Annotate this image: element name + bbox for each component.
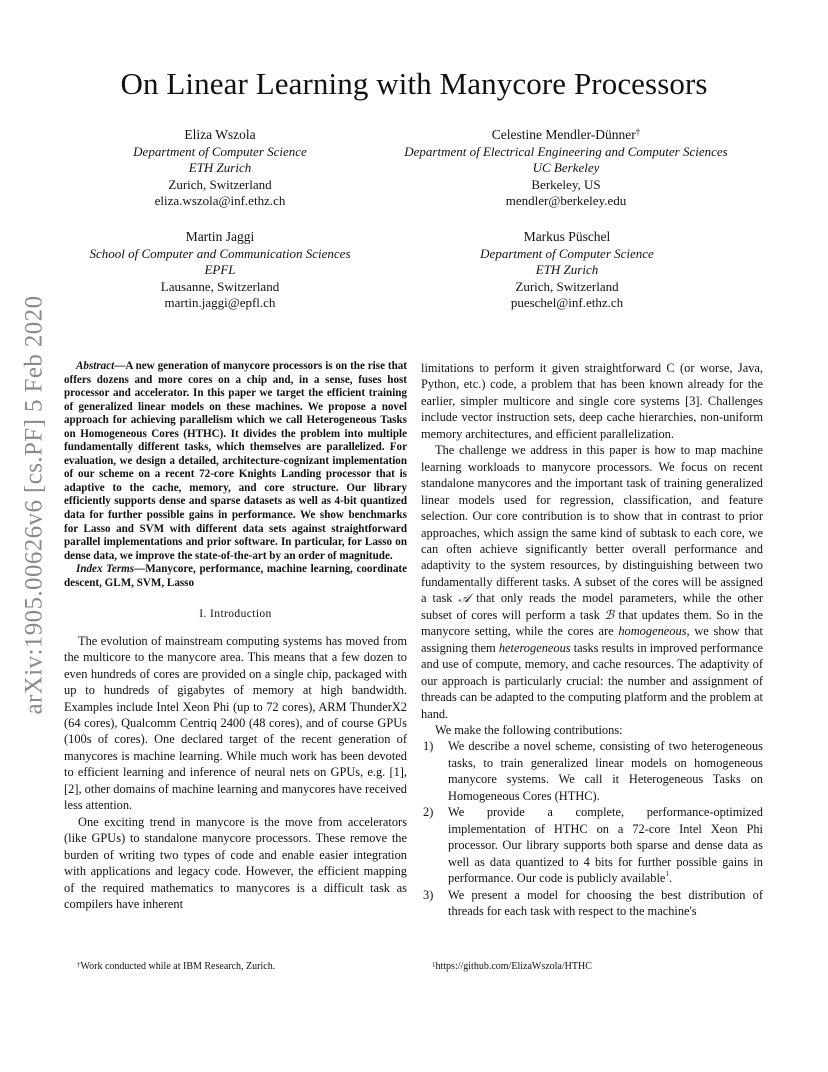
contributions-intro: We make the following contributions:: [435, 722, 623, 737]
section-heading: [64, 606, 407, 622]
author-name: Martin Jaggi: [185, 229, 255, 244]
left-column: [64, 360, 407, 912]
body-paragraph: One exciting trend in manycore is the move from accelerators (like GPUs) to standalone manycore processors. These remove the burden of writing two types of code and enable easier integration with applications and legacy code. However, the efficient mapping of the required mathematics to manycores is a difficult task as compilers have inherent: [64, 814, 407, 911]
arxiv-sidebar-stamp: [12, 295, 56, 715]
list-item-text: We present a model for choosing the best distribution of threads for each task with respect to the machine's: [448, 887, 763, 918]
footnote-left: [77, 961, 275, 973]
body-paragraph-continued: limitations to perform it given straightforward C (or worse, Java, Python, etc.) code, a problem that has been known already for the earlier, simpler multicore and single core systems [3]. Challenges include vector instruction sets, deep cache hierarchies, non-uniform memory architectures, and efficient parallelization.: [421, 361, 763, 441]
index-terms-label: Index Terms: [76, 563, 135, 576]
author-institution: ETH Zurich: [188, 160, 252, 176]
index-terms-paragraph: [64, 563, 407, 590]
abstract-paragraph: [64, 360, 407, 563]
author-name: Celestine Mendler-Dünner†: [491, 127, 641, 142]
list-item: 2) We provide a complete, performance-optimized implementation of HTHC on a 72-core Intel Xeon Phi processor. Our library supports both sparse and dense data as well as data quantized to 4 bits for further possible gains in performance. Our code is publicly available$^1$.: [423, 805, 763, 886]
list-item-number: 2): [423, 805, 434, 820]
footnote-link[interactable]: https://github.com/ElizaWszola/HTHC: [435, 961, 592, 972]
body-paragraph: The evolution of mainstream computing systems has moved from the multicore to the manycore area. This means that a few dozen to even hundreds of cores are provided on a single chip, packaged with up to hundreds of gigabytes of memory at high bandwidth. Examples include Intel Xeon Phi (up to 72 cores), ARM ThunderX2 (64 cores), Qualcomm Centriq 2400 (48 cores), and of course GPUs (100s of cores). One declared target of the recent generation of manycores is machine learning. While much work has been devoted to efficient learning and inference of neural nets on GPUs, e.g. [1], [2], other domains of machine learning and manycores have received less attention.: [64, 633, 407, 813]
author-block-2: [366, 127, 766, 210]
list-item-text: We provide a complete, performance-optimized implementation of HTHC on a 72-core Intel Xeon Phi processor. Our library supports both sparse and dense data as well as data quantized to 4 bits for further possible gains in performance. Our code is publicly available: [448, 805, 763, 886]
author-block-3: [75, 229, 365, 312]
list-item-number: 3): [423, 887, 434, 902]
author-block-4: [412, 229, 722, 312]
footnote-mark: 1: [432, 961, 436, 969]
author-institution: EPFL: [204, 262, 236, 278]
author-name: Eliza Wszola: [184, 127, 256, 142]
arxiv-identifier: arXiv:1905.00626v6 [cs.PF] 5 Feb 2020: [20, 295, 48, 715]
author-institution: UC Berkeley: [532, 160, 600, 176]
list-item-text: We describe a novel scheme, consisting of two heterogeneous tasks, to train generalized linear models on homogeneous manycore systems. We call it Heterogeneous Tasks on Homogeneous Cores (HTHC).: [448, 739, 763, 803]
list-item-number: 1): [423, 739, 434, 754]
author-email[interactable]: eliza.wszola@inf.ethz.ch: [154, 193, 286, 209]
paper-title: On Linear Learning with Manycore Processors: [120, 66, 708, 101]
author-name: Markus Püschel: [523, 229, 611, 244]
author-location: Berkeley, US: [531, 176, 601, 192]
author-department: Department of Computer Science: [480, 245, 654, 261]
author-institution: ETH Zurich: [535, 262, 599, 278]
index-terms-text: —Manycore, performance, machine learning, coordinate descent, GLM, SVM, Lasso: [64, 563, 407, 589]
task-b-symbol: ℬ: [604, 607, 615, 622]
footnote-right: [432, 961, 592, 973]
author-location: Zurich, Switzerland: [168, 176, 272, 192]
author-email[interactable]: martin.jaggi@epfl.ch: [164, 295, 276, 311]
author-block-1: [75, 127, 365, 210]
abstract: [64, 360, 407, 590]
emphasis-heterogeneous: heterogeneous: [498, 640, 571, 655]
task-a-symbol: 𝒜: [458, 591, 471, 606]
list-item: [421, 738, 763, 804]
list-item: [421, 887, 763, 920]
section-heading-text: I. Introduction: [199, 608, 272, 621]
author-department: Department of Computer Science: [133, 143, 307, 159]
body-paragraph: The challenge we address in this paper is how to map machine learning workloads to manycore processors. We focus on recent standalone manycores and the important task of training generalized linear models used for regression, classification, and feature selection. Our core contribution is to show that in contrast to prior approaches, which assign the same kind of subtask to each core, we can often achieve significantly better overall performance and adaptivity to the system resources, by distinguishing between two fundamentally different tasks. A subset of the cores will be assigned a task 𝒜 that only reads the model parameters, while the other subset of cores will perform a task ℬ that updates them. So in the manycore setting, while the cores are homogeneous, we show that assigning them heterogeneous tasks results in improved performance and use of compute, memory, and cache resources. The adaptivity of our approach is particularly crucial: the number and assignment of threads can be adapted to the computing platform and the problem at hand.: [421, 443, 764, 721]
footnote-mark: †: [77, 961, 81, 969]
emphasis-homogeneous: homogeneous: [618, 624, 687, 639]
author-location: Lausanne, Switzerland: [160, 278, 280, 294]
footnote-text: Work conducted while at IBM Research, Zurich.: [80, 961, 276, 972]
abstract-label: Abstract: [76, 360, 115, 372]
contributions-list: [421, 738, 763, 919]
abstract-text: —A new generation of manycore processors is on the rise that offers dozens and more cores on a chip and, in a sense, fuses host processor and accelerator. In this paper we target the efficient training of generalized linear models on these machines. We propose a novel approach for achieving parallelism which we call Heterogeneous Tasks on Homogeneous Cores (HTHC). It divides the problem into multiple fundamentally different tasks, which themselves are parallelized. For evaluation, we design a detailed, architecture-cognizant implementation of our scheme on a recent 72-core Knights Landing processor that is adaptive to the cache, memory, and core structure. Our library efficiently supports dense and sparse datasets as well as 4-bit quantized data for further possible gains in performance. We show benchmarks for Lasso and SVM with different data sets against straightforward parallel implementations and prior software. In particular, for Lasso on dense data, we improve the state-of-the-art by an order of magnitude.: [64, 360, 407, 562]
footnote-reference[interactable]: 1: [665, 870, 669, 879]
author-department: School of Computer and Communication Sciences: [89, 245, 351, 261]
author-department: Department of Electrical Engineering and Computer Sciences: [404, 143, 728, 159]
author-email[interactable]: pueschel@inf.ethz.ch: [510, 295, 624, 311]
author-email[interactable]: mendler@berkeley.edu: [505, 193, 627, 209]
right-column: [421, 360, 763, 919]
author-footnote-mark: †: [635, 127, 641, 137]
author-location: Zurich, Switzerland: [515, 278, 619, 294]
